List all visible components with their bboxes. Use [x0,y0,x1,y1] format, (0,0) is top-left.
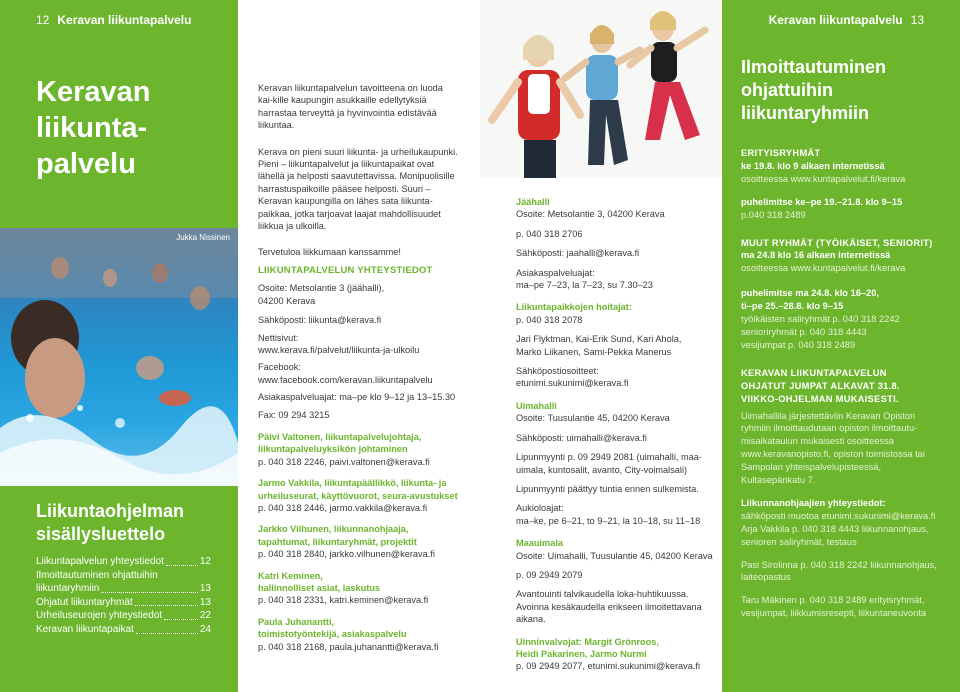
service-hours: Asiakaspalveluajat: ma–pe klo 9–12 ja 13–15.30 [258,392,456,403]
ticket-sales [516,451,721,476]
valvojat-section [516,636,721,673]
toc-item[interactable] [36,569,211,583]
toc-item-text: Liikuntapalvelun yhteystiedot [36,556,164,567]
section-caption: ERITYISRYHMÄT [741,148,821,158]
toc-title-line: sisällysluettelo [36,524,166,544]
staff-role: hallinnolliset asiat, laskutus [258,583,381,593]
facebook [258,361,458,386]
toc-item[interactable] [36,555,211,569]
instructor-contacts [741,497,946,549]
toc-title [36,500,211,546]
toc-item[interactable] [36,596,211,610]
other-groups [741,237,946,276]
email-value: etunimi.sukunimi@kerava.fi [516,378,629,389]
section-title: Jäähalli [516,197,550,207]
staff-contact [258,431,458,468]
info-line: osoitteessa www.kuntapalvelut.fi/kerava [741,173,906,184]
staff-name: Jarmo Vakkila, liikuntapäällikkö, liikunta- ja [258,478,447,489]
section-caption: MUUT RYHMÄT (TYÖIKÄISET, SENIORIT) [741,237,933,248]
staff-role: tapahtumat, liikuntaryhmät, projektit [258,536,417,547]
left-header-title: Keravan liikuntapalvelu [57,13,192,27]
toc-item-page: 12 [199,556,211,567]
staff-contact-info: p. 040 318 2840, jarkko.vilhunen@kerava.fi [258,549,435,560]
toc-title-line: Liikuntaohjelman [36,501,185,521]
staff-contact-info: p. 040 318 2331, katri.keminen@kerava.fi [258,595,429,606]
registration-title [741,56,941,125]
jaahalli-section [516,196,721,221]
ohjatut-jumpat [741,367,946,406]
toc-item-text: Urheiluseurojen yhteystiedot [36,610,163,622]
names-line: Marko Liikanen, Sami-Pekka Manerus [516,346,672,357]
ticket-line: Lipunmyynti p. 09 2949 2081 (uimahalli, maa- [516,452,702,463]
emails [516,365,721,390]
contact-column [258,82,458,662]
info-line: työikäisten saliryhmät p. 040 318 2242 [741,314,900,325]
toc-item-page: 13 [199,583,211,595]
page-title [36,74,216,182]
info-line: puhelimitse ke–pe 19.–21.8. klo 9–15 [741,196,903,207]
staff-role: urheiluseurat, käyttövuorot, seura-avustukset [258,490,458,501]
section-title: Maauimala [516,538,563,549]
toc-item[interactable] [36,582,211,596]
staff-contact-info: p. 040 318 2446, jarmo.vakkila@kerava.fi [258,502,428,513]
info-line: Arja Vakkila p. 040 318 4443 liikunnanohjaus, [741,523,929,534]
toc-item-text: Ohjatut liikuntaryhmät [36,596,133,608]
info-line: vesijumpat, liikkumisresepti, liikuntaneuvonta [741,608,926,619]
section-caption: KERAVAN LIIKUNTAPALVELUN [741,367,887,378]
facilities-column [516,196,721,680]
phone: p. 040 318 2706 [516,228,583,239]
web-label: Nettisivut: [258,332,299,343]
info-line: ma 24.8 klo 16 alkaen internetissä [741,250,891,261]
left-panel [0,0,238,692]
names [516,333,721,358]
note-line: Avantouinti talvikaudella loka-huhtikuussa. [516,589,689,600]
toc-item-page: 22 [199,610,211,622]
hoitajat-section [516,301,721,326]
section-caption: OHJATUT JUMPAT ALKAVAT 31.8. [741,380,900,391]
left-page-number: 12 [36,13,50,27]
email: Sähköposti: liikunta@kerava.fi [258,315,382,326]
aerobics-photo [480,0,721,178]
right-header-title: Keravan liikuntapalvelu [768,13,903,27]
toc-dots [101,582,198,593]
section-caption: VIIKKO-OHJELMAN MUKAISESTI. [741,393,899,404]
hours-value: ma–ke, pe 6–21, to 9–21, la 10–18, su 11–18 [516,515,701,526]
toc-item-text: Keravan liikuntapaikat [36,623,134,635]
ticket-note: Lipunmyynti päättyy tuntia ennen sulkemista. [516,483,699,494]
staff-contact [258,570,458,607]
names-line: Jari Flyktman, Kai-Erik Sund, Kari Ahola, [516,334,682,345]
staff-role: toimistotyöntekijä, asiakaspalvelu [258,629,407,640]
welcome-text: Tervetuloa liikkumaan kanssamme! [258,247,401,258]
title-line: palvelu [36,148,136,180]
table-of-contents [36,500,211,637]
address-line: Osoite: Metsolantie 3 (jäähalli), [258,283,385,294]
uimahalli-section [516,400,721,425]
pool-illustration [0,228,238,486]
other-groups-phone [741,287,946,352]
maauimala-note [516,588,721,625]
staff-name: Päivi Valtonen, liikuntapalvelujohtaja, [258,431,422,442]
info-line: Pasi Sirolinna p. 040 318 2242 liikunnanohjaus, [741,559,937,570]
facebook-label: Facebook: [258,362,301,373]
contact-heading: LIIKUNTAPALVELUN YHTEYSTIEDOT [258,264,433,276]
instructor-contact [741,559,946,585]
toc-item-page: 13 [199,596,211,608]
email: Sähköposti: uimahalli@kerava.fi [516,432,647,443]
registration-body [741,147,946,629]
photo-credit: Jukka Nissinen [176,233,230,242]
section-title: Heidi Pakarinen, Jarmo Nurmi [516,648,647,659]
title-line: liikunta- [36,112,148,144]
web-link[interactable]: www.kerava.fi/palvelut/liikunta-ja-ulkoilu [258,344,420,355]
staff-role: liikuntapalveluyksikön johtaminen [258,444,408,455]
right-page-number: 13 [910,13,924,27]
title-line: liikuntaryhmiin [741,103,870,123]
toc-item-text: Ilmoittautuminen ohjattuihin [36,569,158,581]
staff-contact-info: p. 040 318 2246, paivi.valtonen@kerava.fi [258,456,430,467]
toc-item-page: 24 [199,623,211,635]
service-label: Asiakaspalveluajat: [516,267,595,278]
web [258,332,458,357]
toc-item-text: liikuntaryhmiin [36,583,100,595]
left-page-header [0,0,238,40]
info-line: ke 19.8. klo 9 alkaen internetissä [741,160,885,171]
note-line: aikana. [516,614,546,625]
staff-name: Jarkko Vilhunen, liikunnanohjaaja, [258,524,409,535]
staff-contact [258,616,458,653]
toc-item[interactable] [36,623,211,637]
special-groups [741,147,946,186]
toc-dots [166,555,198,566]
info-line: Taru Mäkinen p. 040 318 2489 erityisryhmät, [741,595,925,606]
note-line: Avoinna kesäkaudella erikseen ilmoitettavana [516,601,702,612]
address-line: Osoite: Uimahalli, Tuusulantie 45, 04200 Kerava [516,550,713,561]
staff-contact-info: p. 040 318 2168, paula.juhanantti@kerava.fi [258,641,439,652]
address [258,282,458,307]
staff-name: Paula Juhanantti, [258,616,335,627]
address-line: Osoite: Tuusulantie 45, 04200 Kerava [516,413,670,424]
email-label: Sähköpostiosoitteet: [516,366,599,377]
info-line: sähköposti muotoa etunimi.sukunimi@kerava.fi [741,510,936,521]
ticket-line: uimala, kuntosalit, avanto, City-voimalsali) [516,464,688,475]
fax: Fax: 09 294 3215 [258,409,330,420]
staff-contact [258,477,458,514]
section-caption: Liikunnanohjaajien yhteystiedot: [741,497,886,508]
title-line: Keravan [36,76,151,108]
title-line: ohjattuihin [741,80,833,100]
toc-dots [136,623,198,634]
address-line: Osoite: Metsolantie 3, 04200 Kerava [516,209,665,220]
swimming-pool-photo [0,228,238,486]
instructor-contact [741,594,946,620]
opening-hours [516,502,721,527]
facebook-link[interactable]: www.facebook.com/keravan.liikuntapalvelu [258,374,433,385]
right-panel [722,0,960,692]
info-line: senioren saliryhmät, testaus [741,536,857,547]
section-title: Liikuntapaikkojen hoitajat: [516,302,632,313]
special-groups-phone [741,196,946,222]
email: Sähköposti: jaahalli@kerava.fi [516,248,640,259]
toc-dots [135,596,198,607]
phone: p. 040 318 2078 [516,314,583,325]
info-line: osoitteessa www.kuntapalvelut.fi/kerava [741,263,906,274]
intro-paragraph: Kerava on pieni suuri liikunta- ja urheilukaupunki. Pieni – liikuntapalvelut ja liikuntapaikat ovat lähellä ja helposti saavutettavissa. Monipuolisille harrastuspaikoille pääsee helposti. Suuri – Keravan kaupungilla on lähes sata liikunta-paikkaa, jotka tarjoavat laajat mahdollisuudet liikkua ja ulkoilla. [258,146,458,232]
toc-dots [164,609,198,620]
info-line: p.040 318 2489 [741,209,806,220]
info-line: vesijumpat p. 040 318 2489 [741,339,856,350]
info-line: ti–pe 25.–28.8. klo 9–15 [741,301,844,312]
right-page-header [769,13,924,27]
aerobics-illustration [480,0,721,178]
maauimala-section [516,537,721,562]
phone: p. 09 2949 2079 [516,569,583,580]
opisto-text: Uimahallila järjestettäviin Keravan Opiston ryhmiin ilmoittaudutaan opiston ilmoittautu-misaikataulun mukaisesti osoitteessa www.keravanopisto.fi, opiston toimistossa tai Sampolan yhteispalvelupisteessä, Kultasepänkatu 7. [741,410,925,486]
info-line: senioriryhmät p. 040 318 4443 [741,326,867,337]
toc-item[interactable] [36,609,211,623]
info-line: puhelimitse ma 24.8. klo 16–20, [741,288,879,299]
section-title: Uimahalli [516,400,557,411]
staff-name: Katri Keminen, [258,570,323,581]
intro-paragraph: Keravan liikuntapalvelun tavoitteena on luoda kai-kille kaupungin asukkaille edellytyksiä harrastaa terveyttä ja hyvinvointia edistävää liikuntaa. [258,83,443,131]
service-hours [516,267,721,292]
staff-contact [258,523,458,560]
info-line: laiteopastus [741,572,791,583]
service-value: ma–pe 7–23, la 7–23, su 7.30–23 [516,280,653,291]
section-title: Uinninvalvojat: Margit Grönroos, [516,636,659,647]
address-line: 04200 Kerava [258,295,316,306]
title-line: Ilmoittautuminen [741,57,886,77]
hours-label: Aukioloajat: [516,503,564,514]
contact-line: p. 09 2949 2077, etunimi.sukunimi@kerava.fi [516,661,700,672]
